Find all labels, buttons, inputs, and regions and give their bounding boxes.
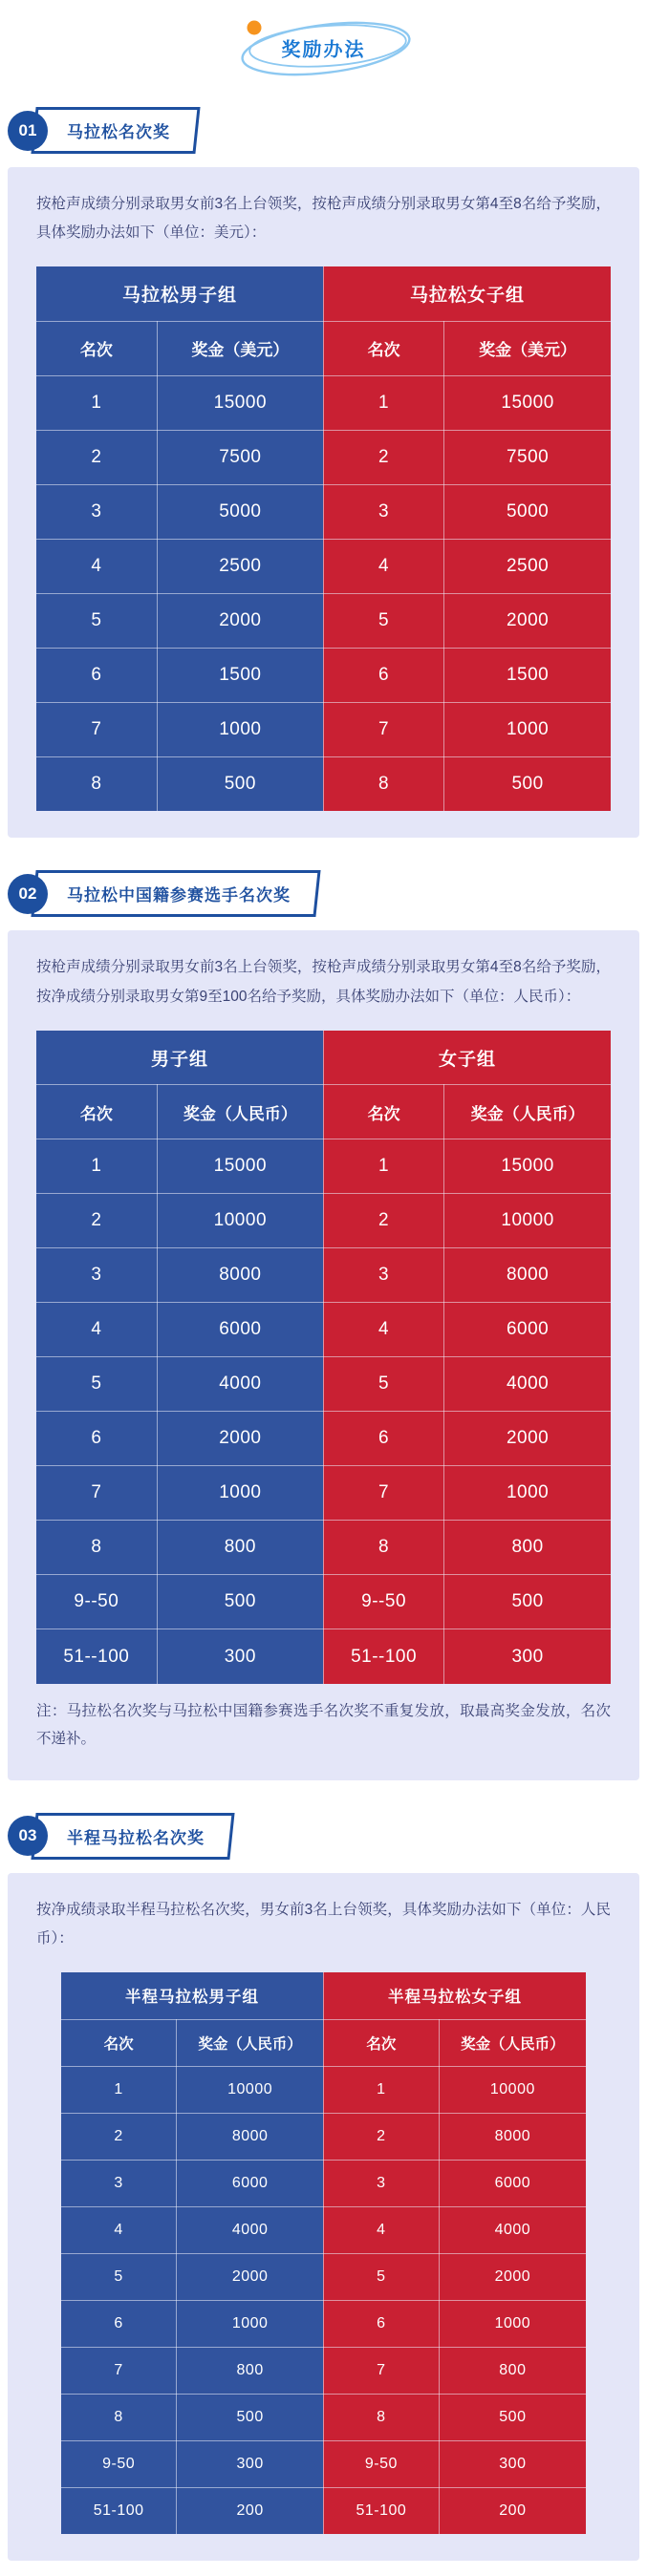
section-title: 半程马拉松名次奖 xyxy=(67,1828,205,1847)
table-wrapper xyxy=(61,1972,586,2534)
prize-cell: 5000 xyxy=(444,484,611,539)
rank-cell: 1 xyxy=(323,375,443,430)
prize-cell: 4000 xyxy=(444,1357,611,1412)
prize-cell: 200 xyxy=(439,2487,586,2534)
prize-cell: 6000 xyxy=(157,1303,323,1357)
rank-cell: 7 xyxy=(323,2347,439,2394)
prize-cell: 10000 xyxy=(177,2066,324,2113)
prize-cell: 7500 xyxy=(157,430,323,484)
rank-cell: 9-50 xyxy=(323,2440,439,2487)
prize-cell: 300 xyxy=(157,1629,323,1684)
prize-cell: 6000 xyxy=(439,2160,586,2206)
table-row xyxy=(61,2206,586,2253)
rank-cell: 3 xyxy=(323,1248,443,1303)
prize-cell: 15000 xyxy=(157,1139,323,1194)
page-title: 奖励办法 xyxy=(281,39,366,61)
rank-cell: 8 xyxy=(61,2394,177,2440)
rank-cell: 7 xyxy=(323,702,443,756)
prize-cell: 15000 xyxy=(444,1139,611,1194)
section-panel xyxy=(8,167,639,838)
rank-cell: 5 xyxy=(36,1357,157,1412)
prize-cell: 6000 xyxy=(444,1303,611,1357)
table-group-header-cell: 女子组 xyxy=(323,1031,611,1085)
prize-cell: 500 xyxy=(157,1575,323,1629)
rank-cell: 7 xyxy=(36,702,157,756)
table-row xyxy=(36,1575,611,1629)
table-row xyxy=(61,2113,586,2160)
table-group-header-cell: 半程马拉松女子组 xyxy=(323,1972,586,2019)
section-title-box xyxy=(31,107,200,154)
prize-cell: 6000 xyxy=(177,2160,324,2206)
section-title: 马拉松中国籍参赛选手名次奖 xyxy=(67,886,291,905)
rank-cell: 4 xyxy=(323,1303,443,1357)
table-row xyxy=(36,648,611,702)
rank-cell: 3 xyxy=(323,484,443,539)
prize-cell: 7500 xyxy=(444,430,611,484)
rank-cell: 51-100 xyxy=(61,2487,177,2534)
prize-cell: 1500 xyxy=(444,648,611,702)
rank-cell: 2 xyxy=(36,430,157,484)
table-row xyxy=(61,2253,586,2300)
prize-cell: 8000 xyxy=(157,1248,323,1303)
prize-cell: 15000 xyxy=(157,375,323,430)
page-header xyxy=(0,0,647,84)
section-header xyxy=(0,1813,647,1860)
prize-table-marathon xyxy=(36,266,611,811)
table-row xyxy=(61,2160,586,2206)
prize-cell: 2000 xyxy=(157,1412,323,1466)
rank-cell: 9--50 xyxy=(36,1575,157,1629)
prize-cell: 2000 xyxy=(157,593,323,648)
table-row xyxy=(36,1139,611,1194)
rank-header-cell: 名次 xyxy=(36,1085,157,1139)
rank-cell: 1 xyxy=(61,2066,177,2113)
rank-cell: 6 xyxy=(36,648,157,702)
section-half-marathon-prize xyxy=(0,1813,647,2561)
rank-cell: 1 xyxy=(323,1139,443,1194)
prize-header-cell: 奖金（人民币） xyxy=(177,2019,324,2066)
rank-cell: 3 xyxy=(323,2160,439,2206)
rank-cell: 8 xyxy=(323,1521,443,1575)
section-panel xyxy=(8,930,639,1779)
rank-cell: 4 xyxy=(323,539,443,593)
table-row xyxy=(36,1412,611,1466)
prize-cell: 500 xyxy=(444,1575,611,1629)
prize-table-chinese-runners xyxy=(36,1031,611,1684)
prize-table-half-marathon xyxy=(61,1972,586,2534)
prize-cell: 2000 xyxy=(444,593,611,648)
table-row xyxy=(36,430,611,484)
rank-cell: 8 xyxy=(36,756,157,811)
section-badge: 02 xyxy=(8,874,48,914)
rank-cell: 2 xyxy=(323,1194,443,1248)
rank-header-cell: 名次 xyxy=(61,2019,177,2066)
prize-cell: 2500 xyxy=(157,539,323,593)
prize-cell: 1000 xyxy=(157,1466,323,1521)
prize-cell: 2000 xyxy=(444,1412,611,1466)
prize-header-cell: 奖金（美元） xyxy=(444,321,611,375)
rank-cell: 2 xyxy=(323,430,443,484)
section-paragraph: 按净成绩录取半程马拉松名次奖，男女前3名上台领奖，具体奖励办法如下（单位：人民币）： xyxy=(36,1901,611,1947)
rank-header-cell: 名次 xyxy=(323,1085,443,1139)
table-row xyxy=(36,1521,611,1575)
prize-cell: 800 xyxy=(439,2347,586,2394)
rank-cell: 6 xyxy=(323,648,443,702)
rank-header-cell: 名次 xyxy=(36,321,157,375)
rank-cell: 5 xyxy=(61,2253,177,2300)
rank-cell: 6 xyxy=(36,1412,157,1466)
prize-cell: 10000 xyxy=(439,2066,586,2113)
rank-cell: 8 xyxy=(323,756,443,811)
page-title-decoration xyxy=(228,10,420,84)
rank-cell: 2 xyxy=(323,2113,439,2160)
table-row xyxy=(36,756,611,811)
section-chinese-runner-prize xyxy=(0,870,647,1779)
section-note: 注：马拉松名次奖与马拉松中国籍参赛选手名次奖不重复发放，取最高奖金发放，名次不递补。 xyxy=(36,1702,611,1748)
orange-dot-icon xyxy=(247,21,261,35)
table-row xyxy=(61,2300,586,2347)
rank-cell: 7 xyxy=(36,1466,157,1521)
rank-cell: 4 xyxy=(36,539,157,593)
table-row xyxy=(36,1466,611,1521)
table-row xyxy=(36,593,611,648)
prize-cell: 1000 xyxy=(444,702,611,756)
prize-cell: 800 xyxy=(177,2347,324,2394)
rank-cell: 1 xyxy=(36,375,157,430)
prize-cell: 8000 xyxy=(444,1248,611,1303)
rank-cell: 5 xyxy=(323,1357,443,1412)
prize-cell: 1000 xyxy=(157,702,323,756)
prize-cell: 4000 xyxy=(177,2206,324,2253)
table-row xyxy=(36,1357,611,1412)
rank-cell: 7 xyxy=(61,2347,177,2394)
prize-cell: 300 xyxy=(177,2440,324,2487)
rank-cell: 2 xyxy=(36,1194,157,1248)
rank-cell: 3 xyxy=(36,484,157,539)
section-panel xyxy=(8,1873,639,2561)
section-badge: 03 xyxy=(8,1816,48,1856)
table-group-header-cell: 半程马拉松男子组 xyxy=(61,1972,323,2019)
table-row xyxy=(36,539,611,593)
rank-cell: 3 xyxy=(36,1248,157,1303)
rank-cell: 5 xyxy=(323,593,443,648)
rank-cell: 51--100 xyxy=(323,1629,443,1684)
prize-cell: 8000 xyxy=(439,2113,586,2160)
section-paragraph: 按枪声成绩分别录取男女前3名上台领奖，按枪声成绩分别录取男女第4至8名给予奖励，按净成绩分别录取男女第9至100名给予奖励，具体奖励办法如下（单位：人民币）： xyxy=(36,959,611,1005)
section-header xyxy=(0,107,647,154)
table-row xyxy=(36,484,611,539)
prize-cell: 200 xyxy=(177,2487,324,2534)
rank-cell: 4 xyxy=(36,1303,157,1357)
prize-header-cell: 奖金（人民币） xyxy=(157,1085,323,1139)
prize-cell: 4000 xyxy=(439,2206,586,2253)
table-row xyxy=(36,702,611,756)
prize-cell: 300 xyxy=(444,1629,611,1684)
rank-cell: 5 xyxy=(36,593,157,648)
rank-cell: 6 xyxy=(323,1412,443,1466)
rank-cell: 9-50 xyxy=(61,2440,177,2487)
table-row xyxy=(36,1303,611,1357)
table-row xyxy=(61,2347,586,2394)
rank-cell: 3 xyxy=(61,2160,177,2206)
section-paragraph: 按枪声成绩分别录取男女前3名上台领奖，按枪声成绩分别录取男女第4至8名给予奖励，具体奖励办法如下（单位：美元）： xyxy=(36,196,611,242)
rank-cell: 9--50 xyxy=(323,1575,443,1629)
prize-cell: 500 xyxy=(177,2394,324,2440)
table-row xyxy=(36,1629,611,1684)
section-title-box xyxy=(31,870,320,917)
prize-cell: 5000 xyxy=(157,484,323,539)
rank-cell: 2 xyxy=(61,2113,177,2160)
section-header xyxy=(0,870,647,917)
prize-cell: 500 xyxy=(444,756,611,811)
table-row xyxy=(36,1194,611,1248)
rank-cell: 5 xyxy=(323,2253,439,2300)
prize-cell: 500 xyxy=(157,756,323,811)
prize-cell: 1000 xyxy=(177,2300,324,2347)
table-row xyxy=(61,2066,586,2113)
section-title-box xyxy=(31,1813,234,1860)
prize-cell: 2500 xyxy=(444,539,611,593)
prize-header-cell: 奖金（美元） xyxy=(157,321,323,375)
prize-cell: 1500 xyxy=(157,648,323,702)
rank-cell: 6 xyxy=(61,2300,177,2347)
prize-cell: 800 xyxy=(157,1521,323,1575)
table-row xyxy=(61,2487,586,2534)
prize-cell: 300 xyxy=(439,2440,586,2487)
rank-cell: 6 xyxy=(323,2300,439,2347)
prize-cell: 10000 xyxy=(444,1194,611,1248)
prize-cell: 800 xyxy=(444,1521,611,1575)
rank-cell: 51-100 xyxy=(323,2487,439,2534)
rank-header-cell: 名次 xyxy=(323,2019,439,2066)
rank-cell: 7 xyxy=(323,1466,443,1521)
table-row xyxy=(36,1248,611,1303)
table-group-header-cell: 马拉松女子组 xyxy=(323,266,611,321)
prize-cell: 10000 xyxy=(157,1194,323,1248)
rank-cell: 1 xyxy=(323,2066,439,2113)
prize-cell: 2000 xyxy=(439,2253,586,2300)
prize-cell: 15000 xyxy=(444,375,611,430)
prize-cell: 1000 xyxy=(444,1466,611,1521)
prize-header-cell: 奖金（人民币） xyxy=(444,1085,611,1139)
prize-cell: 1000 xyxy=(439,2300,586,2347)
section-badge: 01 xyxy=(8,111,48,151)
rank-cell: 4 xyxy=(323,2206,439,2253)
rank-cell: 1 xyxy=(36,1139,157,1194)
table-group-header-cell: 男子组 xyxy=(36,1031,323,1085)
rank-header-cell: 名次 xyxy=(323,321,443,375)
prize-cell: 500 xyxy=(439,2394,586,2440)
rank-cell: 51--100 xyxy=(36,1629,157,1684)
rank-cell: 8 xyxy=(36,1521,157,1575)
prize-cell: 8000 xyxy=(177,2113,324,2160)
section-title: 马拉松名次奖 xyxy=(67,123,170,141)
prize-cell: 2000 xyxy=(177,2253,324,2300)
table-row xyxy=(36,375,611,430)
section-marathon-prize xyxy=(0,107,647,838)
table-row xyxy=(61,2394,586,2440)
prize-cell: 4000 xyxy=(157,1357,323,1412)
rank-cell: 4 xyxy=(61,2206,177,2253)
table-group-header-cell: 马拉松男子组 xyxy=(36,266,323,321)
prize-header-cell: 奖金（人民币） xyxy=(439,2019,586,2066)
rank-cell: 8 xyxy=(323,2394,439,2440)
